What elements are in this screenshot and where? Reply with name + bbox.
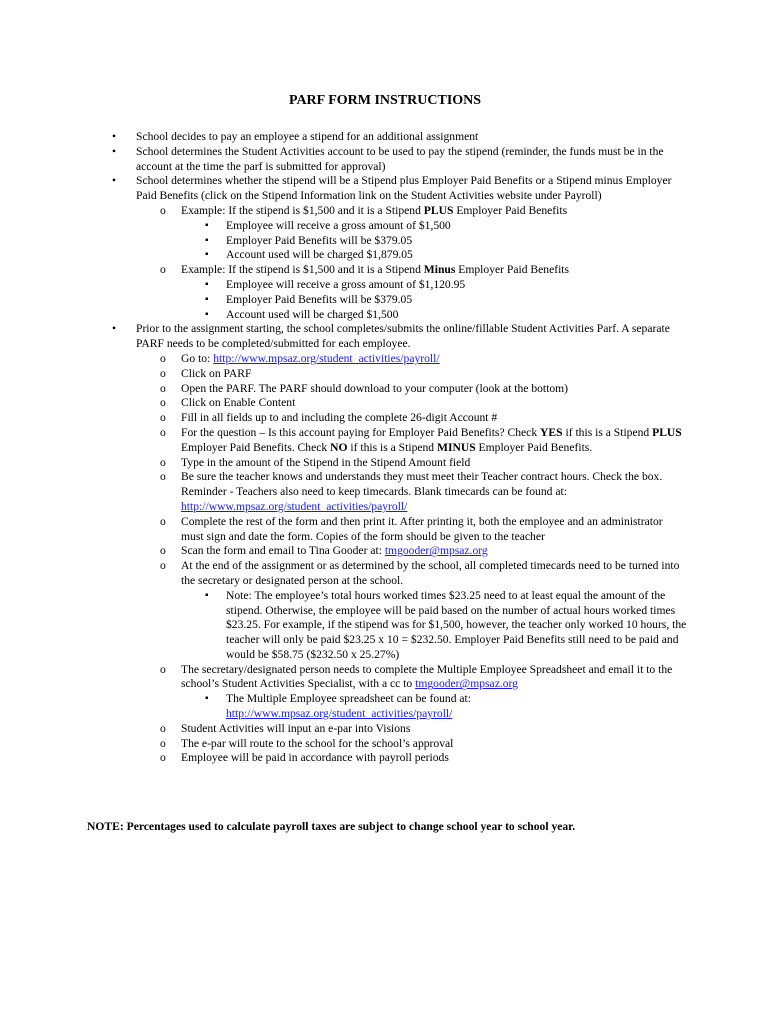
step-spreadsheet: o The secretary/designated person needs to complete the Multiple Employee Spreadsheet and email it to the school’s Student Activities Specialist, with a cc to tmgooder@mpsaz.org ▪ The Multiple Employee spreadsheet can be found at: http://www.mpsaz.org/student_activities/payroll/ bbox=[136, 663, 687, 722]
example-minus: o Example: If the stipend is $1,500 and it is a Stipend Minus Employer Paid Benefits ▪ Employee will receive a gross amount of $1,120.95 ▪ Employer Paid Benefits will be $379.05 ▪ Account used will be charged $1,500 bbox=[136, 263, 687, 322]
list-item: ▪ Employer Paid Benefits will be $379.05 bbox=[181, 293, 687, 308]
step-benefits-question: o For the question – Is this account paying for Employer Paid Benefits? Check YES if this is a Stipend PLUS Employer Paid Benefits. Check NO if this is a Stipend MINUS Employer Paid Benefits. bbox=[136, 426, 687, 456]
list-item: ▪ Employer Paid Benefits will be $379.05 bbox=[181, 234, 687, 249]
example-list bbox=[136, 204, 687, 322]
step-fill-fields: o Fill in all fields up to and including the complete 26-digit Account # bbox=[136, 411, 687, 426]
step-visions: o Student Activities will input an e-par into Visions bbox=[136, 722, 687, 737]
list-item: • School determines the Student Activities account to be used to pay the stipend (reminder, the funds must be in the account at the time the parf is submitted for approval) bbox=[112, 145, 687, 175]
payroll-link[interactable]: http://www.mpsaz.org/student_activities/payroll/ bbox=[213, 351, 440, 365]
step-scan-email: o Scan the form and email to Tina Gooder at: tmgooder@mpsaz.org bbox=[136, 544, 687, 559]
step-goto: o Go to: http://www.mpsaz.org/student_activities/payroll/ bbox=[136, 352, 687, 367]
step-timecards: o At the end of the assignment or as determined by the school, all completed timecards need to be turned into the secretary or designated person at the school. ▪ Note: The employee’s total hours worked times $23.25 need to at least equal the amount of the stipend. Otherwise, the employee will be paid based on the number of actual hours worked times $23.25. For example, if the stipend was for $1,500, however, the teacher only worked 10 hours, the teacher will only be paid $23.25 x 10 = $232.50. Employer Paid Benefits still need to be paid and would be $58.75 ($232.50 x 25.27%) bbox=[136, 559, 687, 663]
step-enable-content: o Click on Enable Content bbox=[136, 396, 687, 411]
email-link[interactable]: tmgooder@mpsaz.org bbox=[415, 677, 518, 691]
list-item: ▪ Employee will receive a gross amount of $1,120.95 bbox=[181, 278, 687, 293]
step-paid: o Employee will be paid in accordance with payroll periods bbox=[136, 751, 687, 766]
timecards-link[interactable]: http://www.mpsaz.org/student_activities/payroll/ bbox=[181, 499, 408, 513]
step-open-parf: o Open the PARF. The PARF should download to your computer (look at the bottom) bbox=[136, 382, 687, 397]
list-item: • Prior to the assignment starting, the school completes/submits the online/fillable Student Activities Parf. A separate PARF needs to be completed/submitted for each employee. o Go to: http://www.mpsaz.org/student_activities/payroll/ o Click on PARF o Open the PARF. The PARF should download to your computer (look at the bottom) o Click on Enable Content o Fill in all fields up to and including the complete 26-digit Account # o For the question – Is this account paying for Employer Paid Benefits? Check YES if this is a Stipend PLUS Employer Paid Benefits. Check NO if this is a Stipend MINUS Employer Paid Benefits. o Type in the amount of the Stipend in the Stipend Amount field o Be sure the teacher knows and understands they must meet their Teacher contract hours. Check the box. Reminder - Teachers also need to keep timecards. Blank timecards can be found at: http://www.mpsaz.org/student_activities/payroll/ o Complete the rest of the form and then print it. After printing it, both the employee and an administrator must sign and date the form. Copies of the form should be given to the teacher o Scan the form and email to Tina Gooder at: tmgooder@mpsaz.org o At the end of the assignment or as determined by the school, all completed timecards need to be turned into the secretary or designated person at the school. ▪ Note: The employee’s total hours worked times $23.25 need to at least equal the amount of the stipend. Otherwise, the employee will be paid based on the number of actual hours worked times $23.25. For example, if the stipend was for $1,500, however, the teacher only worked 10 hours, the teacher will only be paid $23.25 x 10 = $232.50. Employer Paid Benefits still need to be paid and would be $58.75 ($232.50 x 25.27%) o The secretary/designated person needs to complete the Multiple Employee Spreadsheet and email it to the school’s Student Activities Specialist, with a cc to tmgooder@mpsaz.org ▪ The Multiple Employee spreadsheet can be found at: http://www.mpsaz.org/student_activities/payroll/ o Student Activities will input an e-par into Visions o The e-par will route to the school for the school’s approval o Employee will be paid in accordance with payroll periods bbox=[112, 322, 687, 766]
list-item: ▪ Account used will be charged $1,879.05 bbox=[181, 248, 687, 263]
step-complete-print: o Complete the rest of the form and then print it. After printing it, both the employee and an administrator must sign and date the form. Copies of the form should be given to the teacher bbox=[136, 515, 687, 545]
email-link[interactable]: tmgooder@mpsaz.org bbox=[384, 544, 488, 558]
list-item: • School decides to pay an employee a stipend for an additional assignment bbox=[112, 130, 687, 145]
list-item: ▪ Account used will be charged $1,500 bbox=[181, 308, 687, 323]
example-minus-details bbox=[181, 278, 687, 322]
footer-note: NOTE: Percentages used to calculate payroll taxes are subject to change school year to school year. bbox=[87, 820, 576, 833]
steps-list bbox=[136, 352, 687, 766]
step-click-parf: o Click on PARF bbox=[136, 367, 687, 382]
step-teacher-hours: o Be sure the teacher knows and understands they must meet their Teacher contract hours. Check the box. Reminder - Teachers also need to keep timecards. Blank timecards can be found at: http://www.mpsaz.org/student_activities/payroll/ bbox=[136, 470, 687, 514]
list-item: • School determines whether the stipend will be a Stipend plus Employer Paid Benefits or a Stipend minus Employer Paid Benefits (click on the Stipend Information link on the Student Activities website under Payroll) o Example: If the stipend is $1,500 and it is a Stipend PLUS Employer Paid Benefits ▪ Employee will receive a gross amount of $1,500 ▪ Employer Paid Benefits will be $379.05 ▪ Account used will be charged $1,879.05 o Example: If the stipend is $1,500 and it is a Stipend Minus Employer Paid Benefits ▪ Employee will receive a gross amount of $1,120.95 ▪ Employer Paid Benefits will be $379.05 ▪ Account used will be charged $1,500 bbox=[112, 174, 687, 322]
hours-note: ▪ Note: The employee’s total hours worked times $23.25 need to at least equal the amount of the stipend. Otherwise, the employee will be paid based on the number of actual hours worked times $23.25. For example, if the stipend was for $1,500, however, the teacher only worked 10 hours, the teacher will only be paid $23.25 x 10 = $232.50. Employer Paid Benefits still need to be paid and would be $58.75 ($232.50 x 25.27%) bbox=[181, 589, 687, 663]
list-item: ▪ Employee will receive a gross amount of $1,500 bbox=[181, 219, 687, 234]
example-plus: o Example: If the stipend is $1,500 and it is a Stipend PLUS Employer Paid Benefits ▪ Employee will receive a gross amount of $1,500 ▪ Employer Paid Benefits will be $379.05 ▪ Account used will be charged $1,879.05 bbox=[136, 204, 687, 263]
step-stipend-amount: o Type in the amount of the Stipend in the Stipend Amount field bbox=[136, 456, 687, 471]
step-route: o The e-par will route to the school for the school’s approval bbox=[136, 737, 687, 752]
instruction-list bbox=[112, 130, 687, 766]
page-title: PARF FORM INSTRUCTIONS bbox=[288, 93, 482, 108]
spreadsheet-link[interactable]: http://www.mpsaz.org/student_activities/payroll/ bbox=[226, 707, 453, 721]
example-plus-details bbox=[181, 219, 687, 263]
spreadsheet-location: ▪ The Multiple Employee spreadsheet can be found at: http://www.mpsaz.org/student_activities/payroll/ bbox=[181, 692, 687, 722]
